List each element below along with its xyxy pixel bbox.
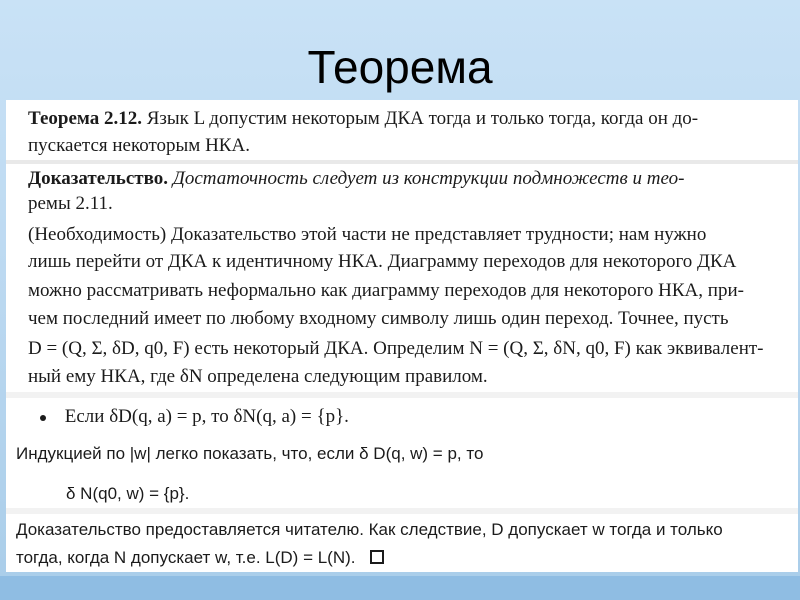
rule-item	[40, 406, 349, 428]
conclusion-line-2	[16, 548, 384, 568]
qed-square-icon	[370, 550, 384, 564]
section-divider	[6, 160, 798, 164]
theorem-label: Теорема 2.12.	[28, 108, 142, 129]
proof-line-3: (Необходимость) Доказательство этой части не представляет трудности; нам нужно	[28, 224, 707, 245]
proof-line-4: лишь перейти от ДКА к идентичному НКА. Диаграмму переходов для некоторого ДКА	[28, 251, 737, 272]
theorem-text-1: Язык L допустим некоторым ДКА тогда и только тогда, когда он до-	[146, 108, 699, 129]
theorem-line-2: пускается некоторым НКА.	[28, 135, 250, 156]
rule-text: Если δD(q, a) = p, то δN(q, a) = {p}.	[64, 406, 349, 427]
induction-line-1: Индукцией по |w| легко показать, что, если δ D(q, w) = p, то	[16, 444, 484, 463]
scanned-text-panel	[6, 100, 798, 572]
section-divider-2	[6, 392, 798, 398]
slide-title: Теорема	[307, 41, 493, 93]
proof-line-2: ремы 2.11.	[28, 193, 113, 214]
proof-text-1: Достаточность следует из конструкции подмножеств и тео-	[172, 168, 685, 189]
conclusion-text-2: тогда, когда N допускает w, т.е. L(D) = L(N).	[16, 548, 356, 567]
proof-label: Доказательство.	[28, 168, 168, 189]
slide-footer-bar	[0, 576, 800, 600]
proof-line-8: ный ему НКА, где δN определена следующим правилом.	[28, 366, 488, 387]
proof-line-7: D = (Q, Σ, δD, q0, F) есть некоторый ДКА. Определим N = (Q, Σ, δN, q0, F) как эквивалент-	[28, 338, 764, 359]
section-divider-3	[6, 508, 798, 514]
theorem-line-1	[28, 108, 698, 130]
proof-line-1	[28, 168, 685, 190]
proof-line-5: можно рассматривать неформально как диаграмму переходов для некоторого НКА, при-	[28, 280, 744, 301]
proof-line-6: чем последний имеет по любому входному символу лишь один переход. Точнее, пусть	[28, 308, 729, 329]
induction-line-2: δ N(q0, w) = {p}.	[66, 484, 190, 503]
conclusion-line-1: Доказательство предоставляется читателю. Как следствие, D допускает w тогда и только	[16, 520, 723, 539]
bullet-icon	[40, 415, 46, 421]
